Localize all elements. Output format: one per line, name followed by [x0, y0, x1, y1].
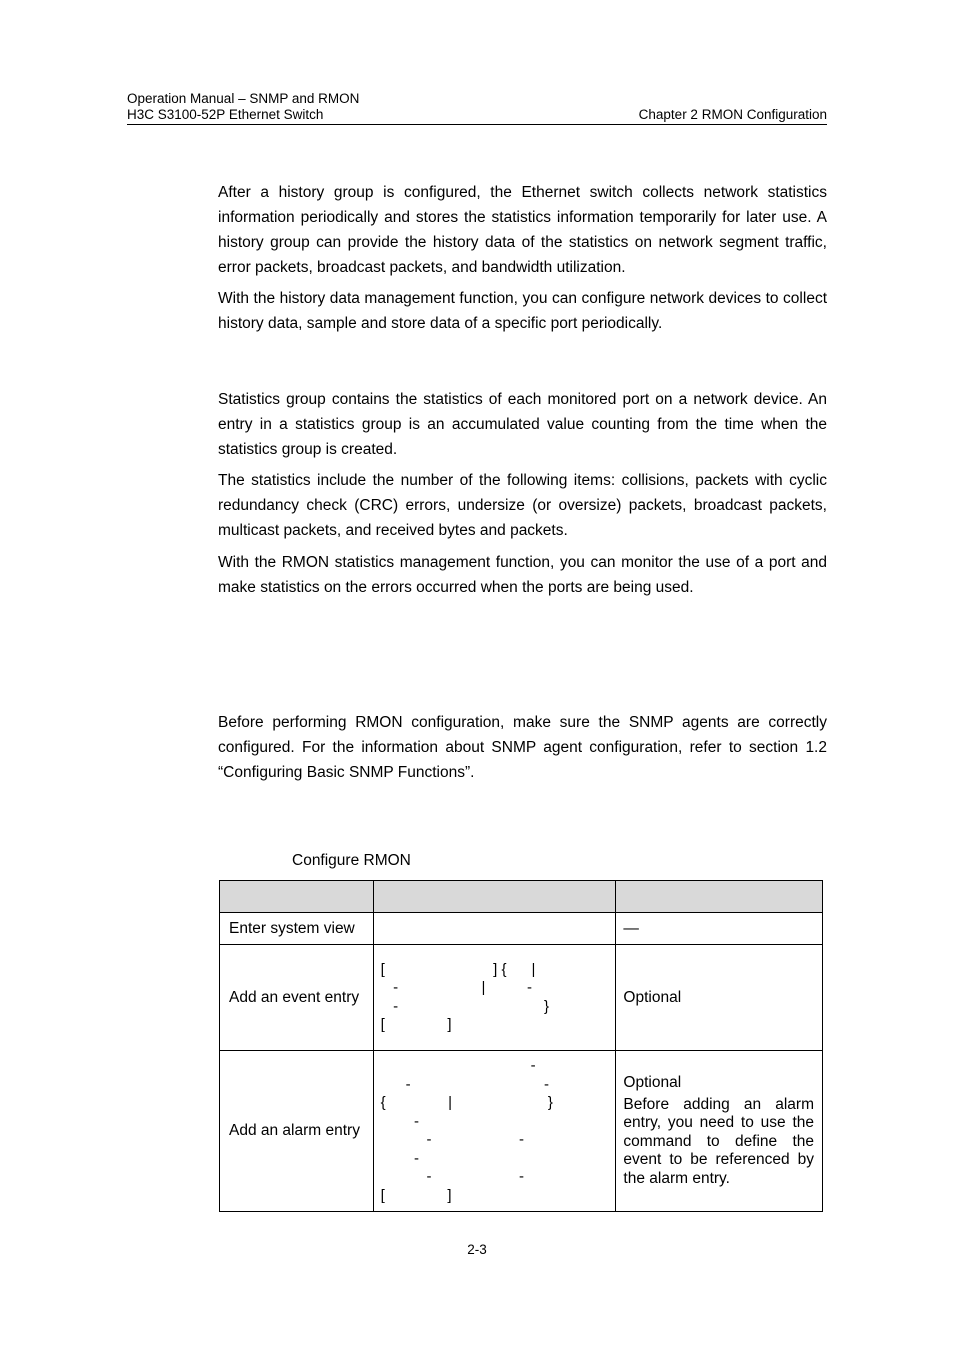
remarks-cell — [616, 1051, 823, 1212]
command-fragment: - - — [380, 1075, 549, 1093]
command-cell — [373, 913, 616, 945]
rmon-config-table — [219, 880, 823, 1212]
command-fragment: - — [380, 1149, 419, 1167]
remarks-cell: Optional — [616, 945, 823, 1051]
header-manual-title: Operation Manual – SNMP and RMON — [127, 91, 360, 106]
header-cell-operation — [220, 881, 374, 913]
command-fragment: [ ] — [380, 1016, 452, 1033]
operation-cell: Add an event entry — [220, 945, 374, 1051]
paragraph-statistics-group: Statistics group contains the statistics of each monitored port on a network device. An entry in a statistics group is an accumulated value counting from the time when the statistics group is created. — [218, 391, 827, 458]
paragraph-statistics-items: The statistics include the number of the following items: collisions, packets with cyclic redundancy check (CRC) errors, undersize (or oversize) packets, broadcast packets, multicast packets, and received bytes and packets. — [218, 472, 827, 539]
remarks-note: Before adding an alarm entry, you need to use the command to define the event to be referenced by the alarm entry. — [623, 1095, 814, 1187]
table-row — [220, 913, 823, 945]
header-product-name: H3C S3100-52P Ethernet Switch — [127, 107, 324, 122]
page-number: 2-3 — [467, 1242, 487, 1257]
command-fragment: - — [380, 1112, 419, 1130]
table-row — [220, 1051, 823, 1212]
command-fragment: - | - — [380, 979, 533, 996]
header-cell-command — [373, 881, 616, 913]
command-fragment: [ ] — [380, 1186, 452, 1204]
command-fragment: - } — [380, 997, 550, 1015]
command-fragment: - - — [380, 1131, 524, 1148]
header-rule — [127, 124, 827, 125]
operation-cell: Add an alarm entry — [220, 1051, 374, 1212]
command-cell — [373, 1051, 616, 1212]
operation-cell: Enter system view — [220, 913, 374, 945]
paragraph-history-function: With the history data management function, you can configure network devices to collect history data, sample and store data of a specific port periodically. — [218, 290, 827, 332]
remarks-optional: Optional — [623, 1073, 682, 1091]
command-cell — [373, 945, 616, 1051]
command-fragment: { | } — [380, 1094, 553, 1111]
command-fragment: - — [380, 1057, 536, 1074]
table-caption: Configure RMON — [292, 852, 411, 869]
paragraph-statistics-function: With the RMON statistics management function, you can monitor the use of a port and make statistics on the errors occurred when the ports are being used. — [218, 554, 827, 596]
table-header-row — [220, 881, 823, 913]
command-fragment: - - — [380, 1168, 524, 1185]
header-cell-remarks — [616, 881, 823, 913]
command-fragment: [ ] { | — [380, 960, 536, 978]
remarks-cell: — — [616, 913, 823, 945]
paragraph-history-group: After a history group is configured, the Ethernet switch collects network statistics information periodically and stores the statistics information temporarily for later use. A history group can provide the history data of the statistics on network segment traffic, error packets, broadcast packets, and bandwidth utilization. — [218, 184, 827, 276]
paragraph-prerequisites: Before performing RMON configuration, make sure the SNMP agents are correctly configured. For the information about SNMP agent configuration, refer to section 1.2 “Configuring Basic SNMP Functions”. — [218, 714, 827, 781]
table-row — [220, 945, 823, 1051]
header-chapter: Chapter 2 RMON Configuration — [638, 107, 827, 122]
